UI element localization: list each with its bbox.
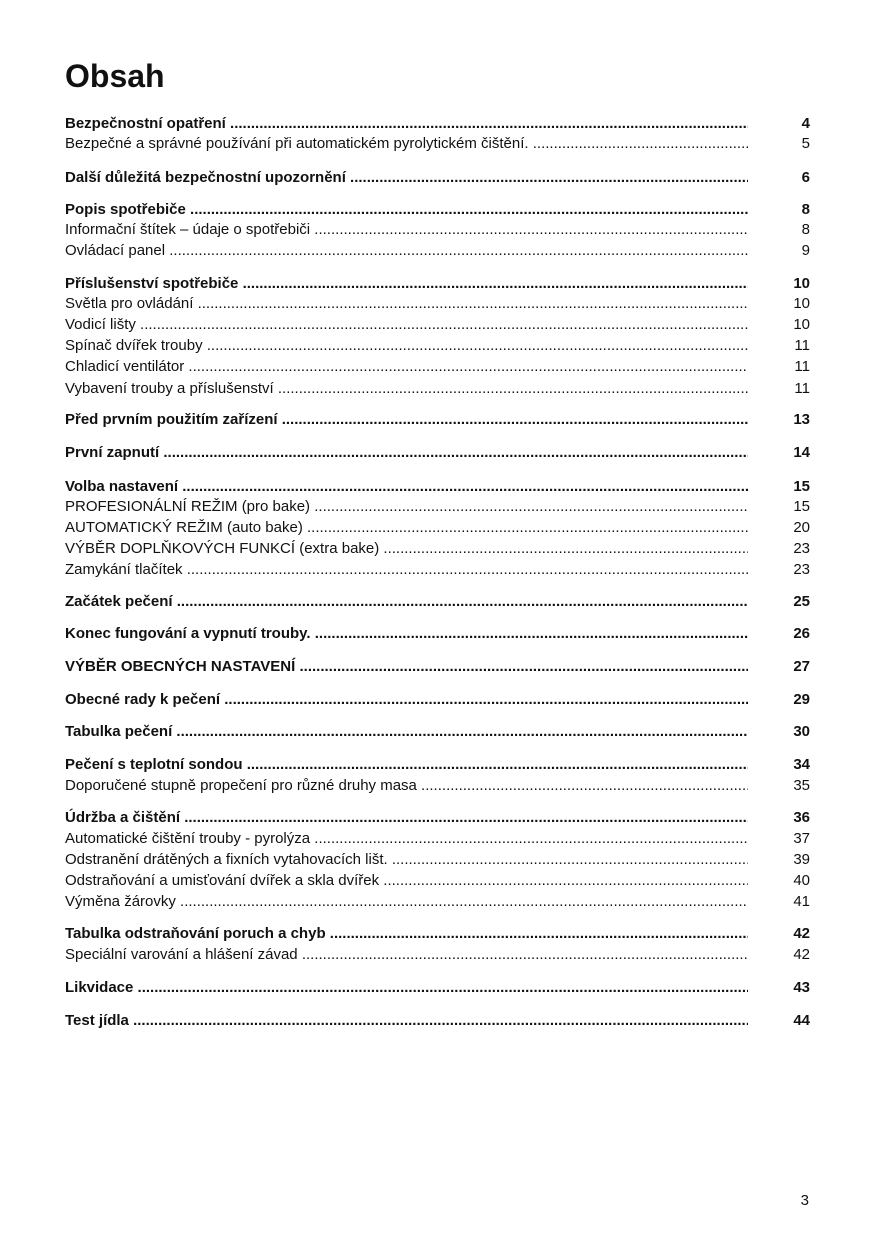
toc-entry bbox=[65, 443, 810, 463]
toc-entry-page: 8 bbox=[801, 221, 810, 238]
toc-entry bbox=[65, 114, 810, 134]
toc-entry-title: Chladicí ventilátor ..... bbox=[65, 357, 748, 377]
toc-entry bbox=[65, 220, 810, 240]
toc-entry-page: 34 bbox=[793, 756, 810, 773]
toc-entry-title: Výměna žárovky ..... bbox=[65, 892, 748, 912]
toc-entry-page: 30 bbox=[793, 723, 810, 740]
toc-entry bbox=[65, 539, 810, 559]
toc-entry-title: Vodicí lišty ..... bbox=[65, 315, 748, 335]
toc-entry-page: 25 bbox=[793, 593, 810, 610]
toc-entry bbox=[65, 357, 810, 377]
toc-entry-title: Konec fungování a vypnutí trouby. ..... bbox=[65, 624, 748, 644]
toc-entry-page: 8 bbox=[801, 201, 810, 218]
toc-entry-title: Test jídla ..... bbox=[65, 1011, 748, 1031]
toc-entry bbox=[65, 755, 810, 775]
toc-entry-page: 10 bbox=[793, 295, 810, 312]
toc-entry bbox=[65, 410, 810, 430]
toc-entry-page: 11 bbox=[794, 337, 810, 354]
toc-entry bbox=[65, 518, 810, 538]
toc-entry-title: Začátek pečení ..... bbox=[65, 592, 748, 612]
toc-entry-page: 44 bbox=[793, 1012, 810, 1029]
toc-entry-title: Popis spotřebiče ..... bbox=[65, 200, 748, 220]
toc-entry bbox=[65, 477, 810, 497]
toc-entry bbox=[65, 624, 810, 644]
toc-entry bbox=[65, 657, 810, 677]
toc-entry bbox=[65, 560, 810, 580]
toc-entry-page: 37 bbox=[793, 830, 810, 847]
toc-entry-page: 23 bbox=[793, 540, 810, 557]
toc-entry-title: Tabulka odstraňování poruch a chyb ..... bbox=[65, 924, 748, 944]
toc-entry-page: 40 bbox=[793, 872, 810, 889]
toc-entry-title: Doporučené stupně propečení pro různé druhy masa ..... bbox=[65, 776, 748, 796]
toc-entry-page: 10 bbox=[793, 316, 810, 333]
toc-entry bbox=[65, 690, 810, 710]
page-title: Obsah bbox=[65, 58, 165, 94]
toc-entry-title: Informační štítek – údaje o spotřebiči ..... bbox=[65, 220, 748, 240]
toc-entry-title: Odstranění drátěných a fixních vytahovacích lišt. ..... bbox=[65, 850, 748, 870]
toc-entry-page: 36 bbox=[793, 809, 810, 826]
toc-entry-page: 39 bbox=[793, 851, 810, 868]
toc-entry bbox=[65, 978, 810, 998]
toc-entry-page: 11 bbox=[794, 380, 810, 397]
toc-entry-page: 15 bbox=[793, 478, 810, 495]
toc-entry bbox=[65, 294, 810, 314]
toc-entry bbox=[65, 924, 810, 944]
toc-entry bbox=[65, 850, 810, 870]
toc-entry bbox=[65, 134, 810, 154]
toc-entry-page: 4 bbox=[801, 115, 810, 132]
toc-entry-title: Pečení s teplotní sondou ..... bbox=[65, 755, 748, 775]
toc-entry bbox=[65, 871, 810, 891]
toc-entry bbox=[65, 1011, 810, 1031]
toc-entry-title: Ovládací panel ..... bbox=[65, 241, 748, 261]
toc-entry-title: Údržba a čištění ..... bbox=[65, 808, 748, 828]
toc-entry bbox=[65, 200, 810, 220]
toc-entry-title: PROFESIONÁLNÍ REŽIM (pro bake) ..... bbox=[65, 497, 748, 517]
toc-entry-page: 43 bbox=[793, 979, 810, 996]
toc-entry bbox=[65, 592, 810, 612]
toc-entry-page: 13 bbox=[793, 411, 810, 428]
toc-entry-title: Volba nastavení ..... bbox=[65, 477, 748, 497]
toc-entry-page: 11 bbox=[794, 358, 810, 375]
toc-entry-title: VÝBĚR OBECNÝCH NASTAVENÍ ..... bbox=[65, 657, 748, 677]
toc-entry-title: Před prvním použitím zařízení ..... bbox=[65, 410, 748, 430]
toc-entry bbox=[65, 808, 810, 828]
toc-entry-page: 14 bbox=[793, 444, 810, 461]
toc-entry bbox=[65, 274, 810, 294]
toc-entry-page: 23 bbox=[793, 561, 810, 578]
toc-entry bbox=[65, 379, 810, 399]
toc-entry-page: 9 bbox=[801, 242, 810, 259]
toc-entry bbox=[65, 722, 810, 742]
toc-entry-page: 15 bbox=[793, 498, 810, 515]
toc-entry-title: Bezpečné a správné používání při automatickém pyrolytickém čištění. ..... bbox=[65, 134, 748, 154]
toc-entry-title: Příslušenství spotřebiče ..... bbox=[65, 274, 748, 294]
toc-entry bbox=[65, 945, 810, 965]
toc-entry-title: AUTOMATICKÝ REŽIM (auto bake) ..... bbox=[65, 518, 748, 538]
toc-entry-title: První zapnutí ..... bbox=[65, 443, 748, 463]
toc-entry-page: 35 bbox=[793, 777, 810, 794]
toc-entry bbox=[65, 241, 810, 261]
toc-entry-page: 26 bbox=[793, 625, 810, 642]
toc-entry bbox=[65, 168, 810, 188]
page-number: 3 bbox=[800, 1192, 809, 1209]
toc-entry-page: 42 bbox=[793, 925, 810, 942]
toc-entry-title: Likvidace ..... bbox=[65, 978, 748, 998]
toc-entry bbox=[65, 315, 810, 335]
toc-entry-title: Vybavení trouby a příslušenství ..... bbox=[65, 379, 748, 399]
toc-entry-title: Automatické čištění trouby - pyrolýza ..... bbox=[65, 829, 748, 849]
toc-entry-page: 27 bbox=[793, 658, 810, 675]
toc-entry-page: 6 bbox=[801, 169, 810, 186]
toc-entry-title: Tabulka pečení ..... bbox=[65, 722, 748, 742]
toc-entry bbox=[65, 336, 810, 356]
toc-entry-page: 20 bbox=[793, 519, 810, 536]
toc-entry-title: Obecné rady k pečení ..... bbox=[65, 690, 748, 710]
toc-entry-page: 29 bbox=[793, 691, 810, 708]
toc-entry-title: Spínač dvířek trouby ..... bbox=[65, 336, 748, 356]
toc-entry-title: Speciální varování a hlášení závad ..... bbox=[65, 945, 748, 965]
toc-entry-page: 42 bbox=[793, 946, 810, 963]
toc-entry bbox=[65, 776, 810, 796]
toc-entry-title: VÝBĚR DOPLŇKOVÝCH FUNKCÍ (extra bake) ..... bbox=[65, 539, 748, 559]
toc-entry bbox=[65, 497, 810, 517]
toc-entry-page: 5 bbox=[801, 135, 810, 152]
toc-entry-title: Bezpečnostní opatření ..... bbox=[65, 114, 748, 134]
toc-entry-page: 41 bbox=[793, 893, 810, 910]
toc-entry-title: Další důležitá bezpečnostní upozornění ..... bbox=[65, 168, 748, 188]
toc-entry-title: Zamykání tlačítek ..... bbox=[65, 560, 748, 580]
toc-entry bbox=[65, 829, 810, 849]
toc-entry bbox=[65, 892, 810, 912]
toc-entry-title: Odstraňování a umisťování dvířek a skla dvířek ..... bbox=[65, 871, 748, 891]
toc-entry-page: 10 bbox=[793, 275, 810, 292]
toc-entry-title: Světla pro ovládání ..... bbox=[65, 294, 748, 314]
